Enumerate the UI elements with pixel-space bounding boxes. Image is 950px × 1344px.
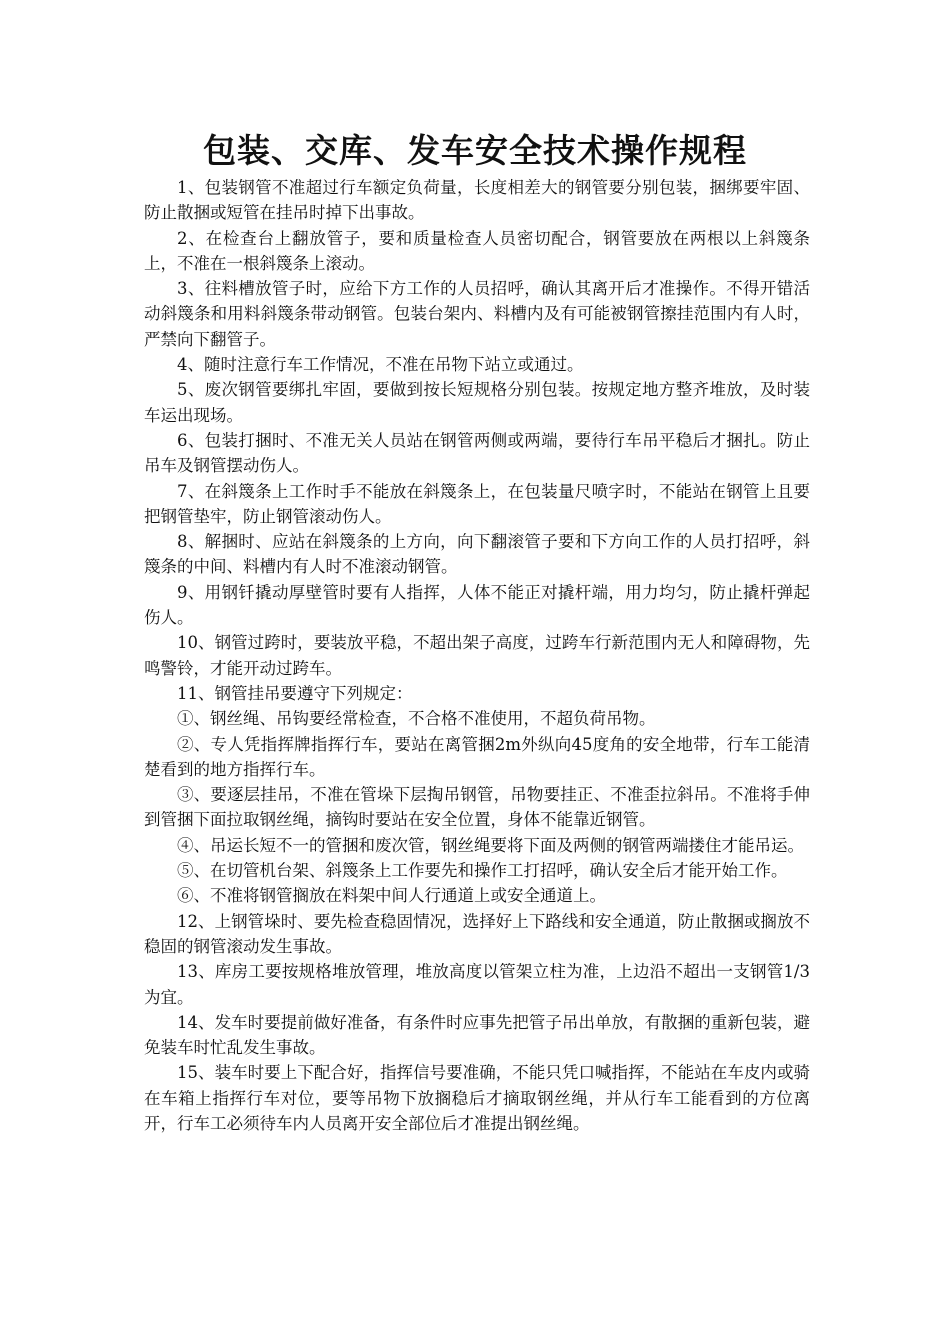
paragraph: 5、废次钢管要绑扎牢固，要做到按长短规格分别包装。按规定地方整齐堆放，及时装车运出现场。 <box>144 380 810 425</box>
paragraph: 11、钢管挂吊要遵守下列规定： <box>177 683 413 703</box>
paragraph: 2、在检查台上翻放管子，要和质量检查人员密切配合，钢管要放在两根以上斜篾条上，不准在一根斜篾条上滚动。 <box>144 228 810 273</box>
paragraph: 9、用钢钎撬动厚壁管时要有人指挥，人体不能正对撬杆端，用力均匀，防止撬杆弹起伤人。 <box>144 582 810 628</box>
document-title: 包装、交库、发车安全技术操作规程 <box>203 131 747 170</box>
paragraph: 10、钢管过跨时，要装放平稳，不超出架子高度，过跨车行新范围内无人和障碍物，先鸣警铃，才能开动过跨车。 <box>144 633 810 678</box>
sub-rule-paragraph: ①、钢丝绳、吊钩要经常检查，不合格不准使用，不超负荷吊物。 <box>177 709 656 729</box>
sub-rule-paragraph: ④、吊运长短不一的管捆和废次管，钢丝绳要将下面及两侧的钢管两端搂住才能吊运。 <box>177 835 804 855</box>
document-body <box>144 175 810 1136</box>
paragraph: 14、发车时要提前做好准备，有条件时应事先把管子吊出单放，有散捆的重新包装，避免装车时忙乱发生事故。 <box>144 1012 810 1058</box>
paragraph: 15、装车时要上下配合好，指挥信号要准确，不能只凭口喊指挥，不能站在车皮内或骑在车箱上指挥行车对位，要等吊物下放搁稳后才摘取钢丝绳，并从行车工能看到的方位离开，行车工必须待车内人员离开安全部位后才准提出钢丝绳。 <box>144 1063 810 1133</box>
sub-rule-paragraph: ③、要逐层挂吊，不准在管垛下层掏吊钢管，吊物要挂正、不准歪拉斜吊。不准将手伸到管捆下面拉取钢丝绳，摘钩时要站在安全位置，身体不能靠近钢管。 <box>144 785 810 830</box>
paragraph: 1、包装钢管不准超过行车额定负荷量，长度相差大的钢管要分别包装，捆绑要牢固、防止散捆或短管在挂吊时掉下出事故。 <box>144 178 810 223</box>
sub-rule-paragraph: ②、专人凭指挥牌指挥行车，要站在离管捆2m外纵向45度角的安全地带，行车工能清楚看到的地方指挥行车。 <box>144 734 810 779</box>
sub-rule-paragraph: ⑥、不准将钢管搁放在料架中间人行通道上或安全通道上。 <box>177 886 606 906</box>
sub-rule-paragraph: ⑤、在切管机台架、斜篾条上工作要先和操作工打招呼，确认安全后才能开始工作。 <box>177 861 788 881</box>
paragraph: 12、上钢管垛时、要先检查稳固情况，选择好上下路线和安全通道，防止散捆或搁放不稳固的钢管滚动发生事故。 <box>144 911 810 956</box>
paragraph: 13、库房工要按规格堆放管理，堆放高度以管架立柱为准，上边沿不超出一支钢管1/3为宜。 <box>144 962 810 1007</box>
paragraph: 6、包装打捆时、不准无关人员站在钢管两侧或两端，要待行车吊平稳后才捆扎。防止吊车及钢管摆动伤人。 <box>144 430 810 476</box>
paragraph: 7、在斜篾条上工作时手不能放在斜篾条上，在包装量尺喷字时，不能站在钢管上且要把钢管垫牢，防止钢管滚动伤人。 <box>144 481 810 526</box>
paragraph: 8、解捆时、应站在斜篾条的上方向，向下翻滚管子要和下方向工作的人员打招呼，斜篾条的中间、料槽内有人时不准滚动钢管。 <box>144 532 810 577</box>
paragraph: 3、往料槽放管子时，应给下方工作的人员招呼，确认其离开后才准操作。不得开错活动斜篾条和用料斜篾条带动钢管。包装台架内、料槽内及有可能被钢管擦挂范围内有人时，严禁向下翻管子。 <box>144 279 810 349</box>
paragraph: 4、随时注意行车工作情况，不准在吊物下站立或通过。 <box>177 355 584 375</box>
